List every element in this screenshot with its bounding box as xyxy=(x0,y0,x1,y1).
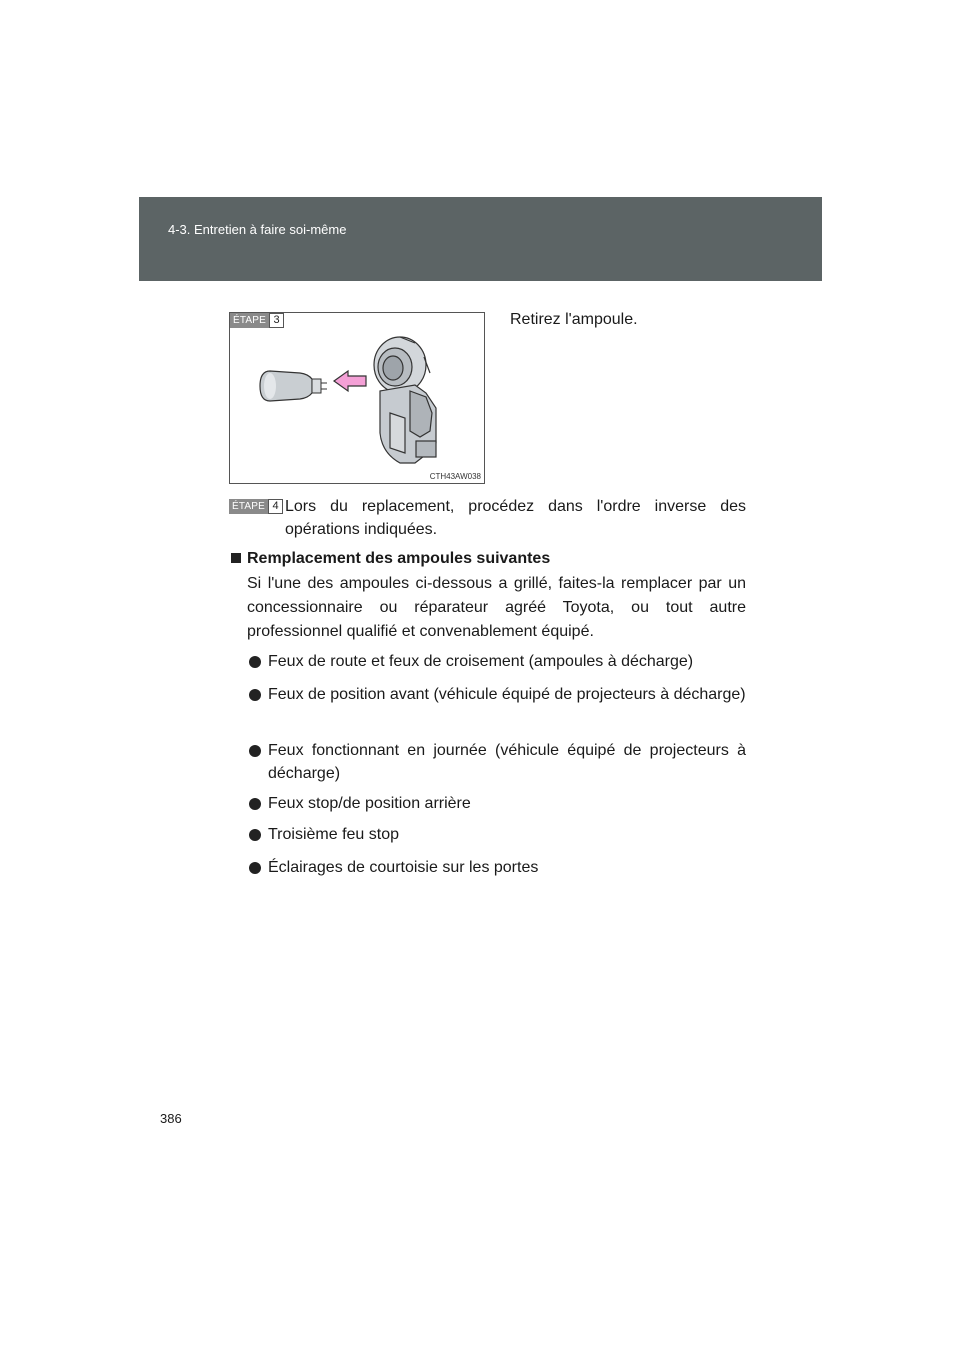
step4-badge xyxy=(229,499,283,514)
step3-instruction: Retirez l'ampoule. xyxy=(510,311,638,328)
list-item: Troisième feu stop xyxy=(268,826,400,843)
step4-text: Lors du replacement, procédez dans l'ordre inverse des opérations indiquées. xyxy=(285,498,746,538)
bullet-icon xyxy=(249,798,261,810)
list-item: Feux stop/de position arrière xyxy=(268,795,471,812)
step-number: 3 xyxy=(269,313,284,328)
bullet-icon xyxy=(249,745,261,757)
bullet-icon xyxy=(249,862,261,874)
list-item: Feux fonctionnant en journée (véhicule équipé de projecteurs à décharge) xyxy=(268,742,746,782)
section-heading: Remplacement des ampoules suivantes xyxy=(247,550,551,567)
list-item: Feux de route et feux de croisement (ampoules à décharge) xyxy=(268,653,694,670)
bulb-removal-figure xyxy=(229,312,485,484)
bulb-icon xyxy=(260,371,327,401)
section-square-icon xyxy=(231,553,241,563)
step-label: ÉTAPE xyxy=(230,313,269,328)
section-intro: Si l'une des ampoules ci-dessous a grillé, faites-la remplacer par un concessionnaire ou réparateur agréé Toyota, ou tout autre professionnel qualifié et convenablement équipé. xyxy=(247,575,746,640)
list-item: Éclairages de courtoisie sur les portes xyxy=(268,859,539,876)
step4-instruction xyxy=(285,495,746,541)
section-header xyxy=(139,197,822,281)
bullet-icon xyxy=(249,656,261,668)
page-number: 386 xyxy=(160,1111,182,1126)
section-title: 4-3. Entretien à faire soi-même xyxy=(168,222,347,237)
socket-icon xyxy=(374,337,436,463)
bullet-icon xyxy=(249,829,261,841)
bullet-icon xyxy=(249,689,261,701)
list-item: Feux de position avant (véhicule équipé de projecteurs à décharge) xyxy=(268,686,746,703)
step4-number: 4 xyxy=(268,499,283,514)
figure-code: CTH43AW038 xyxy=(429,472,481,481)
arrow-icon xyxy=(334,371,366,391)
step4-label: ÉTAPE xyxy=(229,499,268,514)
bulb-socket-illustration xyxy=(230,313,484,483)
